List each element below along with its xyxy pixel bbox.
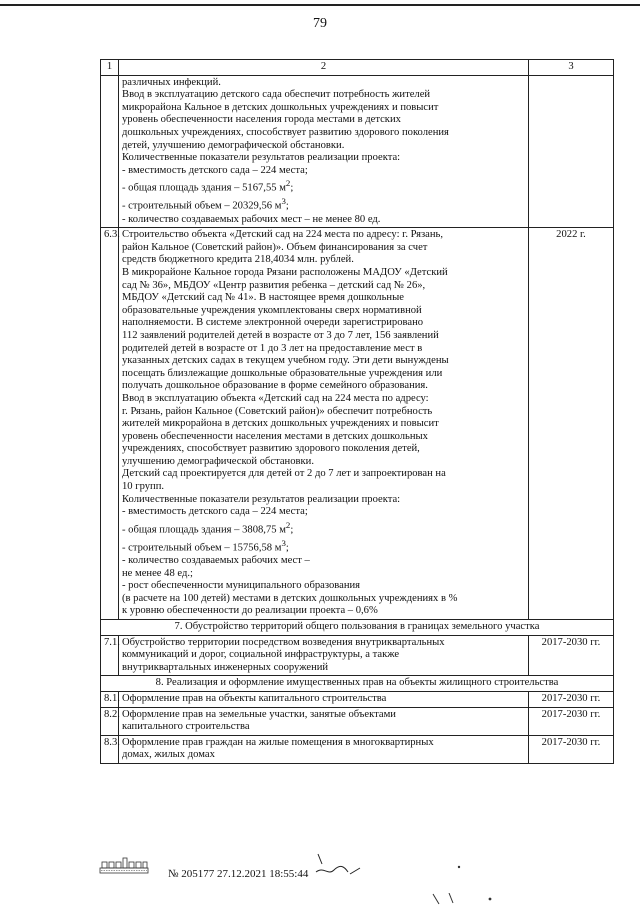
table-header-row bbox=[101, 60, 614, 76]
text-line: - вместимость детского сада – 224 места; bbox=[122, 506, 308, 518]
text-line: средств бюджетного кредита 218,4034 млн. рублей. bbox=[122, 254, 354, 266]
volume-end: ; bbox=[285, 201, 289, 212]
text-line: указанных детских садах в текущем учебном году. Эти дети вынуждены bbox=[122, 355, 449, 367]
text-line: дошкольных учреждениях, способствует развитию здорового поколения bbox=[122, 126, 449, 138]
text-line: МБДОУ «Детский сад № 41». В настоящее время дошкольные bbox=[122, 292, 404, 304]
text-line: учреждениях, способствует развитию здорового поколения детей, bbox=[122, 443, 420, 455]
row-number-cell: 8.2. bbox=[101, 707, 119, 735]
text-line: микрорайона Кальное в детских дошкольных учреждениях и повысит bbox=[122, 101, 439, 113]
text-line: внутриквартальных инженерных сооружений bbox=[122, 661, 329, 673]
text-line: Количественные показатели результатов реализации проекта: bbox=[122, 493, 401, 505]
row-year-cell: 2017-2030 гг. bbox=[529, 707, 614, 735]
row-year-cell: 2017-2030 гг. bbox=[529, 735, 614, 763]
header-col-2: 2 bbox=[119, 60, 529, 76]
volume-text: - строительный объем – 20329,56 м bbox=[122, 201, 282, 212]
row-number-cell: 7.1. bbox=[101, 635, 119, 676]
row-number-cell: 6.3. bbox=[101, 228, 119, 620]
text-line: получать дошкольное образование в форме семейного образования. bbox=[122, 380, 428, 392]
text-line: - количество создаваемых рабочих мест – не менее 80 ед. bbox=[122, 213, 381, 225]
table-row-8-2 bbox=[101, 707, 614, 735]
table-row-8-1 bbox=[101, 692, 614, 708]
text-line: различных инфекций. bbox=[122, 76, 221, 88]
area-text: - общая площадь здания – 3808,75 м bbox=[122, 524, 286, 536]
page-number: 79 bbox=[313, 16, 327, 31]
activities-table bbox=[100, 59, 614, 764]
text-line: уровень обеспеченности населения города местами в детских bbox=[122, 114, 401, 126]
text-line: сад № 36», МБДОУ «Центр развития ребенка – детский сад № 26», bbox=[122, 279, 426, 291]
row-description-cell bbox=[119, 228, 529, 620]
row-number-cell bbox=[101, 75, 119, 228]
text-line: - вместимость детского сада – 224 места; bbox=[122, 164, 308, 176]
volume-text: - строительный объем – 15756,58 м bbox=[122, 542, 282, 554]
top-edge-line bbox=[0, 4, 640, 6]
text-line: Обустройство территории посредством возведения внутриквартальных bbox=[122, 636, 445, 648]
text-line: образовательные учреждения укомплектованы сверх нормативной bbox=[122, 304, 422, 316]
row-year-cell: 2017-2030 гг. bbox=[529, 692, 614, 708]
text-line-area bbox=[122, 519, 525, 537]
text-line: Детский сад проектируется для детей от 2 до 7 лет и запроектирован на bbox=[122, 468, 446, 480]
text-line: не менее 48 ед.; bbox=[122, 567, 193, 579]
area-end: ; bbox=[290, 524, 294, 536]
text-line: капитального строительства bbox=[122, 721, 250, 733]
text-line: Строительство объекта «Детский сад на 224 места по адресу: г. Рязань, bbox=[122, 229, 444, 241]
section-heading-7: 7. Обустройство территорий общего пользования в границах земельного участка bbox=[101, 620, 614, 636]
area-superscript: 2 bbox=[285, 178, 291, 189]
area-superscript: 2 bbox=[285, 519, 291, 530]
text-line: Оформление прав на земельные участки, занятые объектами bbox=[122, 708, 396, 720]
text-line: жителей микрорайона в детских дошкольных учреждениях и повысит bbox=[122, 418, 439, 430]
text-line: Оформление прав граждан на жилые помещения в многоквартирных bbox=[122, 736, 434, 748]
row-year-cell: 2022 г. bbox=[529, 228, 614, 620]
table-row-8-3 bbox=[101, 735, 614, 763]
text-line: Оформление прав на объекты капитального строительства bbox=[122, 693, 387, 705]
text-line-volume bbox=[122, 195, 525, 213]
section-row-7 bbox=[101, 620, 614, 636]
text-line: к уровню обеспеченности до реализации проекта – 0,6% bbox=[122, 605, 378, 617]
row-description-cell bbox=[119, 707, 529, 735]
text-line: наполняемости. В системе электронной очереди зарегистрировано bbox=[122, 317, 424, 329]
row-description-cell bbox=[119, 75, 529, 228]
volume-superscript: 3 bbox=[281, 196, 286, 207]
row-description-cell bbox=[119, 692, 529, 708]
text-line: - количество создаваемых рабочих мест – bbox=[122, 555, 310, 567]
table-row-continued bbox=[101, 75, 614, 228]
text-line: домах, жилых домах bbox=[122, 749, 215, 761]
table-row-7-1 bbox=[101, 635, 614, 676]
text-line: детей, улучшению демографической обстановки. bbox=[122, 139, 345, 151]
text-line: - рост обеспеченности муниципального образования bbox=[122, 580, 361, 592]
text-line: (в расчете на 100 детей) местами в детских дошкольных учреждениях в % bbox=[122, 592, 458, 604]
row-year-cell: 2017-2030 гг. bbox=[529, 635, 614, 676]
row-description-cell bbox=[119, 635, 529, 676]
text-line: В микрорайоне Кальное города Рязани расположены МАДОУ «Детский bbox=[122, 266, 448, 278]
text-line: родителей детей в возрасте от 1 до 3 лет на предоставление мест в bbox=[122, 342, 423, 354]
registration-stamp: № 205177 27.12.2021 18:55:44 bbox=[168, 868, 309, 880]
row-number-cell: 8.1. bbox=[101, 692, 119, 708]
text-line: 10 групп. bbox=[122, 481, 165, 493]
text-line: Ввод в эксплуатацию детского сада обеспечит потребность жителей bbox=[122, 89, 431, 101]
section-row-8 bbox=[101, 676, 614, 692]
text-line: уровень обеспеченности населения местами в детских дошкольных bbox=[122, 430, 428, 442]
text-line: Количественные показатели результатов реализации проекта: bbox=[122, 152, 401, 164]
registry-logo-icon bbox=[99, 856, 149, 874]
text-line: г. Рязань, район Кальное (Советский район)» обеспечит потребность bbox=[122, 405, 433, 417]
text-line: улучшению демографической обстановки. bbox=[122, 455, 314, 467]
area-text: - общая площадь здания – 5167,55 м bbox=[122, 182, 286, 194]
text-line: 112 заявлений родителей детей в возрасте от 3 до 7 лет, 156 заявлений bbox=[122, 329, 439, 341]
scan-speck-icon bbox=[486, 895, 494, 903]
volume-superscript: 3 bbox=[281, 537, 286, 548]
text-line: коммуникаций и дорог, социальной инфраструктуры, а также bbox=[122, 649, 400, 661]
text-line-area bbox=[122, 177, 525, 195]
area-end: ; bbox=[290, 182, 294, 194]
header-col-3: 3 bbox=[529, 60, 614, 76]
row-year-cell bbox=[529, 75, 614, 228]
signature-icon bbox=[310, 852, 370, 880]
section-heading-8: 8. Реализация и оформление имущественных прав на объекты жилищного строительства bbox=[101, 676, 614, 692]
row-description-cell bbox=[119, 735, 529, 763]
scan-mark-icon bbox=[430, 893, 460, 905]
volume-end: ; bbox=[285, 542, 289, 554]
table-row-6-3 bbox=[101, 228, 614, 620]
text-line: Ввод в эксплуатацию объекта «Детский сад на 224 места по адресу: bbox=[122, 392, 429, 404]
text-line-volume bbox=[122, 537, 525, 555]
text-line: район Кальное (Советский район)». Объем финансирования за счет bbox=[122, 241, 428, 253]
row-number-cell: 8.3. bbox=[101, 735, 119, 763]
text-line: посещать близлежащие дошкольные образовательные учреждения или bbox=[122, 367, 443, 379]
header-col-1: 1 bbox=[101, 60, 119, 76]
scan-speck-icon bbox=[455, 863, 463, 871]
